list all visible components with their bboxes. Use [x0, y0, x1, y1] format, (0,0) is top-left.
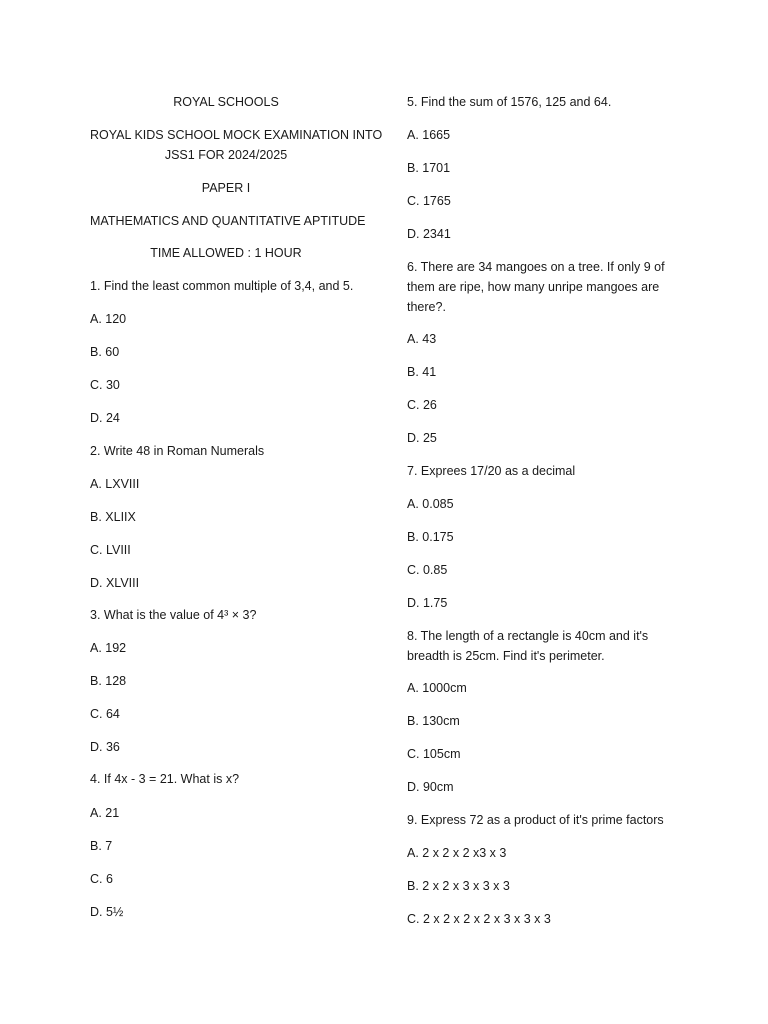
q1-option-b: B. 60 [90, 345, 120, 359]
exam-title-line2: JSS1 FOR 2024/2025 [164, 148, 288, 162]
q5-option-c: C. 1765 [407, 194, 451, 208]
q4-option-b: B. 7 [90, 839, 113, 853]
q5-option-d: D. 2341 [407, 227, 451, 241]
question-6-line2: them are ripe, how many unripe mangoes are [407, 280, 660, 294]
question-8-line1: 8. The length of a rectangle is 40cm and it's [407, 629, 649, 643]
time-allowed: TIME ALLOWED : 1 HOUR [150, 246, 302, 260]
q2-option-c: C. LVIII [90, 543, 131, 557]
question-7: 7. Exprees 17/20 as a decimal [407, 464, 576, 478]
q8-option-a: A. 1000cm [407, 681, 467, 695]
q8-option-d: D. 90cm [407, 780, 454, 794]
q9-option-a: A. 2 x 2 x 2 x3 x 3 [407, 846, 507, 860]
q9-option-b: B. 2 x 2 x 3 x 3 x 3 [407, 879, 510, 893]
q3-option-d: D. 36 [90, 740, 120, 754]
q8-option-c: C. 105cm [407, 747, 461, 761]
q3-option-a: A. 192 [90, 641, 127, 655]
question-1: 1. Find the least common multiple of 3,4, and 5. [90, 279, 354, 293]
q5-option-b: B. 1701 [407, 161, 451, 175]
exam-title-line1: ROYAL KIDS SCHOOL MOCK EXAMINATION INTO [90, 128, 383, 142]
question-6-line3: there?. [407, 300, 446, 314]
q7-option-c: C. 0.85 [407, 563, 448, 577]
q6-option-c: C. 26 [407, 398, 437, 412]
q7-option-a: A. 0.085 [407, 497, 454, 511]
paper-label: PAPER I [201, 181, 251, 195]
question-3: 3. What is the value of 4³ × 3? [90, 608, 257, 622]
q3-option-b: B. 128 [90, 674, 127, 688]
q6-option-d: D. 25 [407, 431, 437, 445]
q1-option-d: D. 24 [90, 411, 120, 425]
question-8-line2: breadth is 25cm. Find it's perimeter. [407, 649, 605, 663]
q4-option-a: A. 21 [90, 806, 120, 820]
school-name: ROYAL SCHOOLS [173, 95, 279, 109]
question-4: 4. If 4x - 3 = 21. What is x? [90, 772, 240, 786]
q6-option-b: B. 41 [407, 365, 437, 379]
subject-title: MATHEMATICS AND QUANTITATIVE APTITUDE [90, 214, 366, 228]
q8-option-b: B. 130cm [407, 714, 460, 728]
question-6-line1: 6. There are 34 mangoes on a tree. If only 9 of [407, 260, 665, 274]
question-9: 9. Express 72 as a product of it's prime factors [407, 813, 664, 827]
q7-option-d: D. 1.75 [407, 596, 448, 610]
q1-option-c: C. 30 [90, 378, 120, 392]
q3-option-c: C. 64 [90, 707, 120, 721]
q2-option-d: D. XLVIII [90, 576, 140, 590]
q5-option-a: A. 1665 [407, 128, 451, 142]
q4-option-c: C. 6 [90, 872, 113, 886]
q2-option-a: A. LXVIII [90, 477, 140, 491]
question-2: 2. Write 48 in Roman Numerals [90, 444, 265, 458]
q7-option-b: B. 0.175 [407, 530, 454, 544]
q4-option-d: D. 5½ [90, 905, 124, 919]
q2-option-b: B. XLIIX [90, 510, 136, 524]
q1-option-a: A. 120 [90, 312, 127, 326]
question-5: 5. Find the sum of 1576, 125 and 64. [407, 95, 612, 109]
q9-option-c: C. 2 x 2 x 2 x 2 x 3 x 3 x 3 [407, 912, 551, 926]
q6-option-a: A. 43 [407, 332, 437, 346]
